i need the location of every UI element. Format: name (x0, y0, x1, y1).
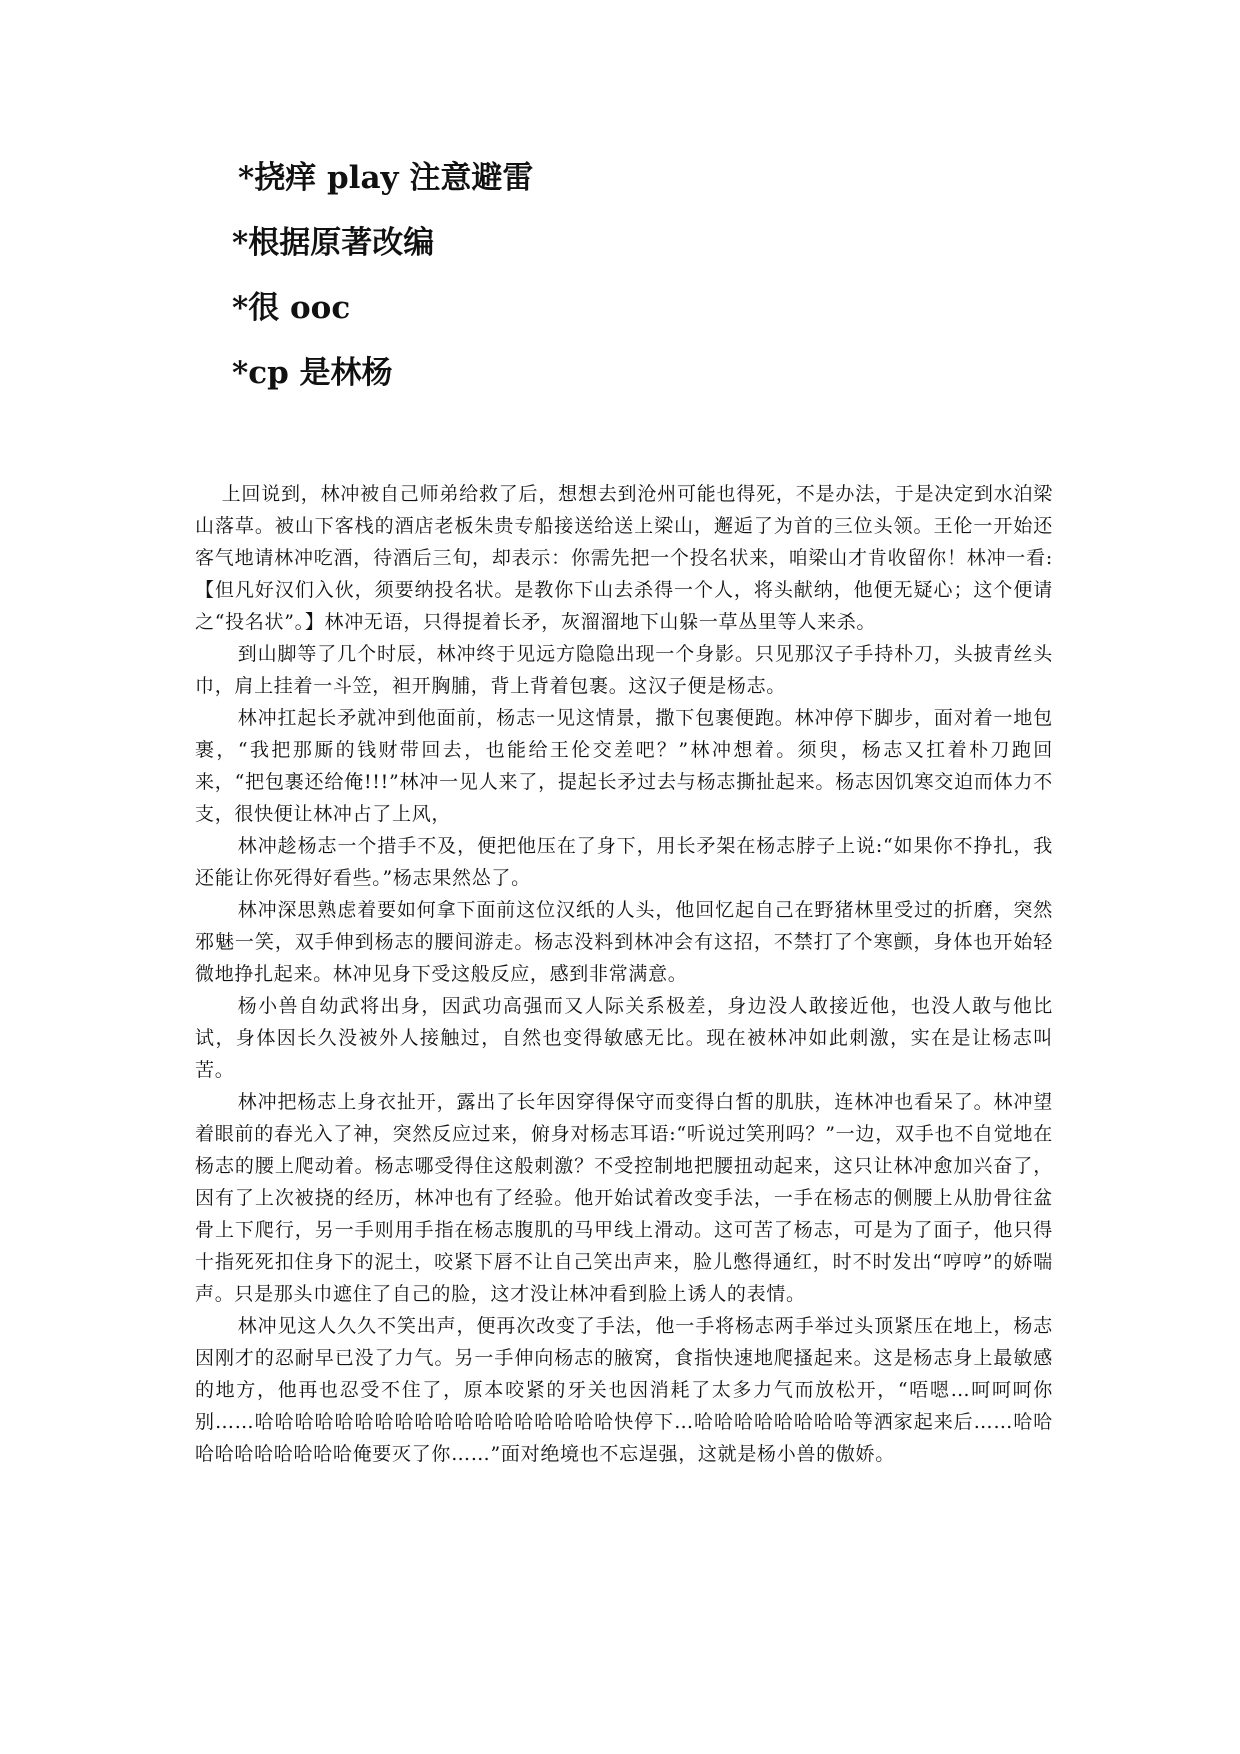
paragraph: 杨小兽自幼武将出身，因武功高强而又人际关系极差，身边没人敢接近他，也没人敢与他比试，身体因长久没被外人接触过，自然也变得敏感无比。现在被林冲如此刺激，实在是让杨志叫苦。 (195, 995, 1053, 1081)
paragraph: 林冲扛起长矛就冲到他面前，杨志一见这情景，撒下包裹便跑。林冲停下脚步，面对着一地包裹，“我把那厮的钱财带回去，也能给王伦交差吧？”林冲想着。须臾，杨志又扛着朴刀跑回来，“把包裹还给俺!!!”林冲一见人来了，提起长矛过去与杨志撕扯起来。杨志因饥寒交迫而体力不支，很快便让林冲占了上风， (195, 707, 1053, 825)
paragraph: 到山脚等了几个时辰，林冲终于见远方隐隐出现一个身影。只见那汉子手持朴刀，头披青丝头巾，肩上挂着一斗笠，袒开胸脯，背上背着包裹。这汉子便是杨志。 (195, 643, 1053, 697)
note-pairing: *cp 是林杨 (232, 355, 393, 391)
paragraph: 上回说到，林冲被自己师弟给救了后，想想去到沧州可能也得死，不是办法，于是决定到水泊梁山落草。被山下客栈的酒店老板朱贵专船接送给送上梁山，邂逅了为首的三位头领。王伦一开始还客气地请林冲吃酒，待酒后三旬，却表示：你需先把一个投名状来，咱梁山才肯收留你！林冲一看:【但凡好汉们入伙，须要纳投名状。是教你下山去杀得一个人，将头献纳，他便无疑心；这个便请之“投名状”。】林冲无语，只得提着长矛，灰溜溜地下山躲一草丛里等人来杀。 (195, 483, 1053, 633)
note-tickling-warning: *挠痒 play 注意避雷 (238, 160, 534, 196)
story-body (195, 478, 1053, 1470)
author-notes (232, 158, 932, 418)
paragraph: 林冲趁杨志一个措手不及，便把他压在了身下，用长矛架在杨志脖子上说:“如果你不挣扎，我还能让你死得好看些。”杨志果然怂了。 (195, 835, 1053, 889)
paragraph: 林冲见这人久久不笑出声，便再次改变了手法，他一手将杨志两手举过头顶紧压在地上，杨志因刚才的忍耐早已没了力气。另一手伸向杨志的腋窝，食指快速地爬搔起来。这是杨志身上最敏感的地方，他再也忍受不住了，原本咬紧的牙关也因消耗了太多力气而放松开，“唔嗯…呵呵呵你别……哈哈哈哈哈哈哈哈哈哈哈哈哈哈哈哈哈哈快停下…哈哈哈哈哈哈哈哈等洒家起来后……哈哈哈哈哈哈哈哈哈哈俺要灭了你……”面对绝境也不忘逞强，这就是杨小兽的傲娇。 (195, 1315, 1053, 1465)
note-adaptation: *根据原著改编 (232, 225, 435, 261)
paragraph: 林冲深思熟虑着要如何拿下面前这位汉纸的人头，他回忆起自己在野猪林里受过的折磨，突然邪魅一笑，双手伸到杨志的腰间游走。杨志没料到林冲会有这招，不禁打了个寒颤，身体也开始轻微地挣扎起来。林冲见身下受这般反应，感到非常满意。 (195, 899, 1053, 985)
note-ooc: *很 ooc (232, 290, 351, 326)
paragraph: 林冲把杨志上身衣扯开，露出了长年因穿得保守而变得白皙的肌肤，连林冲也看呆了。林冲望着眼前的春光入了神，突然反应过来，俯身对杨志耳语:“听说过笑刑吗？”一边，双手也不自觉地在杨志的腰上爬动着。杨志哪受得住这般刺激？不受控制地把腰扭动起来，这只让林冲愈加兴奋了，因有了上次被挠的经历，林冲也有了经验。他开始试着改变手法，一手在杨志的侧腰上从肋骨往盆骨上下爬行，另一手则用手指在杨志腹肌的马甲线上滑动。这可苦了杨志，可是为了面子，他只得十指死死扣住身下的泥土，咬紧下唇不让自己笑出声来，脸儿憋得通红，时不时发出“哼哼”的娇喘声。只是那头巾遮住了自己的脸，这才没让林冲看到脸上诱人的表情。 (195, 1091, 1053, 1305)
